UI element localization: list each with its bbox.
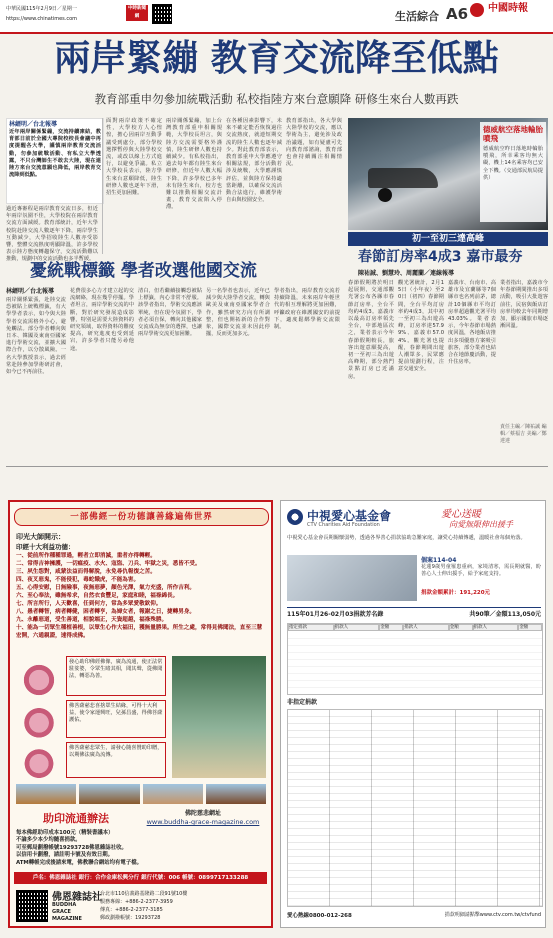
ad-divider [6, 466, 548, 467]
rule-item: ATM轉帳完成後請來電，佛教聯合網站均有電子檔。 [16, 859, 142, 866]
contact-block [100, 890, 264, 922]
account-bar: 戶名：佛恩雜誌社 銀行：合作金庫松興分行 銀行代號：006 帳號：0899717133288 [14, 872, 267, 884]
scripture-photo [172, 656, 266, 778]
buddha-image-3 [16, 742, 62, 778]
ad-intro-title: 印光大師開示： [16, 533, 65, 541]
photo-caption-text: 德威航空昨日落地時輪胎噴飛，所幸乘客均無大礙，機上14名乘客均已安全下機。（交通部民航局提供） [483, 146, 543, 181]
temple-image [79, 784, 139, 804]
charity-intro: 中視愛心基金會長期關懷弱勢，透過各界善心捐款協助急難家庭，讓愛心持續傳遞，溫暖社會每個角落。 [287, 535, 526, 541]
ctv-charity-ad [280, 500, 546, 928]
table-header-cell: 金額 [449, 624, 473, 631]
rule-item: 每本佛經助印成本100元（精裝書議本） [16, 830, 114, 836]
article-main [6, 118, 344, 263]
highlight-banner: 初一至初三達高峰 [348, 232, 548, 246]
article3-byline: 林縉明／台北報導 [6, 288, 55, 295]
article3-col-2: 花費很多心力才建立起的交流網絡，現在幾乎停擺。學者坦言，兩岸學術交流的中斷，對於研究發展造成影響，特別是需要大陸資料的研究領域，取得資料的難度提高，研究進度也受到延宕，許多學者只能另尋他途。 [70, 288, 134, 352]
table-header-cell: 指定捐款 [288, 624, 334, 631]
flow-title: 助印流通辦法 [43, 812, 109, 825]
charity-org-name: 中視愛心基金會 [307, 509, 392, 523]
publisher-name: 佛恩雜誌社 [52, 892, 102, 903]
non-designated-donor-table [287, 709, 543, 907]
ad-intro-subtitle: 印經十大利益功德： [16, 543, 75, 551]
benefit-item: 七、所言所行，人天歡喜，任到何方，常為多眾愛敬欽仰。 [16, 601, 162, 607]
article2-headline: 春節訂房率4成3 嘉市最夯 [358, 249, 523, 265]
benefit-item: 六、至心奉法，雖無希求，自然衣食豐足，家庭和睦，福祿綿長。 [16, 593, 179, 599]
masthead-small-logo: 中時新聞網 [128, 6, 146, 19]
article2-col-2: 觀光署統計，2月15日（小年夜）至20日（初四）春節期間，全台平均訂房率約4成3，其中初一至初三為出遊高峰，訂房率達57.99%、嘉義市57.04%。觀光署也提醒，春節期間出遊人潮眾多，民眾應提前規劃行程，注意交通安全。 [398, 280, 444, 373]
publisher-name-en: BUDDHA GRACE MAGAZINE [52, 902, 82, 922]
column-divider [102, 118, 103, 254]
article-col-2: 面對兩岸政策不確定性，大學校方人心惶惶，擔心因兩岸互動爭議受到處分，部分學校選擇暫停與大陸學校交流，或改以線上方式進行，以避免爭議。私立大學校長表示，陸方學生來台意願降低，陸生研修人數也逐年下滑，招生更加困難。 [106, 118, 162, 197]
article-col-5: 教育部指出，各大學與大陸學校的交流，應以學術為主，避免涉及政治議題，如有疑慮可先向教育部諮詢，教育部也會持續關注相關情況。 [286, 118, 342, 168]
benefit-item: 十、能為一切眾生種植善根，以眾生心作大福田，獲無量勝果。所生之處，常得見佛聞法，直至三慧宏開，六通親證，速得成佛。 [16, 625, 263, 639]
benefit-item: 三、夙生怨對，咸蒙法益而得解脫，永免尋仇報復之苦。 [16, 569, 156, 575]
article2-col-4: 業者指出，嘉義市今年春節期間推出多項活動，吸引大批遊客前往，民宿與飯店訂房率均較去年同期增加，顯示國旅市場逐漸回溫。 [500, 280, 548, 330]
temple-strip [16, 784, 266, 804]
rule-item: 以信用卡劃撥，請註明卡號及有效日期。 [16, 852, 114, 859]
brand-seal-icon [470, 3, 484, 17]
site-title: 佛陀慈悲網址 [184, 810, 221, 817]
table-top-rule [287, 607, 541, 608]
publisher-postal: 郵政劃撥帳號：19293728 [100, 915, 161, 921]
photo-caption-box [480, 122, 546, 222]
article3-col-3: 清白，但若繼續接觸恐被貼上標籤，內心非常不舒服。該學者指出，學術交流應該單純，但在現今氛圍下，學者必須自保，轉向其他國家交流成為無奈的選擇，也讓兩岸學術交流更加困難。 [138, 288, 202, 338]
table-header-cell: 金額 [518, 624, 542, 631]
benefit-item: 四、夜叉惡鬼，不能侵犯，毒蛇餓虎，不能為害。 [16, 577, 140, 583]
article-col-3: 兩岸關係緊繃，加上台灣教育部重申相關規範，大學校長坦言，與陸方交流需要格外謹慎，陸生研修人數也持續減少。有私校指出，過去每年都有陸生來台研修，但近年人數大幅下降，許多學校已多年未有陸生來台，校方也難以推動相關交流計畫，教育交流陷入停滯。 [166, 118, 222, 211]
masthead-rule [0, 32, 553, 34]
article3-col-1: 兩岸關係緊張，赴陸交流恐被貼上統戰標籤，有大學學者表示，如今與大陸學者交流需格外小心，避免觸法。部分學者轉向與日本、韓國及東南亞國家進行學術交流，並擴大國際合作，以分散風險。一名大學教授表示，過去經常赴陸參加學術研討會，如今已不再前往。 [6, 297, 66, 376]
page-number: A6 [446, 5, 469, 23]
donor-table-rows [288, 632, 542, 694]
article3-col-4: 另一名學者也表示，近年已減少與大陸學者交流，轉與歐美及東南亞國家學者合作，雖然研究方向有所調整，但也開拓新的合作對象，國際交流並未因此停擺，反而更加多元。 [206, 288, 270, 338]
article2-col-3: 嘉義市、台南市、高雄市及宜蘭縣等7個縣市也名列前茅，總計10個縣市平均訂房率超過觀光署平均43.03%。業者表示，今年春節市場熱度回溫，各地飯店推出多項優惠方案吸引旅客，部分業者也結合在地節慶活動，提升住房率。 [448, 280, 496, 366]
publisher-fax: 傳真：+886-2-2377-3185 [100, 907, 163, 913]
rule-item: 不論多少本少均隨喜捐款。 [16, 837, 81, 844]
temple-image [206, 784, 266, 804]
lead-box [6, 118, 104, 204]
donor-table-header [288, 624, 542, 631]
ad-side-text-2: 佛菩薩慈悲喜捨眾生結緣，可得十大利益，使令家運興旺，兒孫昌盛，得佛菩薩護佑。 [66, 700, 166, 738]
table-header-cell: 捐款人 [473, 624, 519, 631]
charity-website[interactable]: 捐款明細請點擊www.ctv.com.tw/ctvfund [444, 912, 541, 918]
donor-table-summary: 共90筆／金額113,050元 [469, 611, 541, 618]
ad-side-text-3: 佛菩薩慈悲眾生，請發心隨喜贊助印贈，以期佛法廣為流傳。 [66, 742, 166, 778]
aircraft-shape [368, 168, 438, 188]
case-text: 花蓮9歲男童罹患重病，家境清寒，需長期就醫，盼善心人士伸出援手，給予家庭支持。 [421, 564, 541, 578]
buddha-grace-ad [8, 500, 273, 928]
rules-list [16, 830, 266, 867]
article2-byline: 陳祐誠、劉慧玲、周麗蘭／連線報導 [358, 270, 455, 277]
article-col-1: 過近專審程是兩岸教育交流日多，但近年兩岸氛圍不佳，大學校院在兩岸教育交流方面減緩。教育部統計，近年大學校院赴陸交流人數逐年下降，兩岸學生互動減少，大學招收陸生人數亦受影響，整體交流熱度明顯降溫，許多學校表示陸方態度轉趨保守，交流活動難以推動，規劃中的交流活動也多半暫緩。 [6, 206, 98, 263]
article-byline: 林縉明／台北報導 [9, 121, 58, 128]
benefit-item: 五、心得安慰，日無險事，夜無惡夢，顏色光澤，氣力充盛，所作吉利。 [16, 585, 196, 591]
case-photo [287, 555, 417, 601]
brand-logo: 中國時報 [488, 3, 528, 14]
article3-headline: 憂統戰標籤 學者改選他國交流 [30, 261, 257, 281]
table-header-cell: 捐款人 [334, 624, 380, 631]
slogan-line-1: 愛心送暖 [441, 509, 481, 520]
donor-table-title: 115年01月26-02月03捐款芳名錄 [287, 611, 384, 618]
article3-col-5: 學者指出，兩岸教育交流若持續降溫，未來兩岸年輕世代的相互理解將更加困難，呼籲政府在維護國安的前提下，適度鬆綁學術交流限制。 [274, 288, 340, 331]
wheel-shape [378, 188, 392, 202]
non-designated-title: 非指定捐款 [287, 699, 318, 706]
table-header-cell: 金額 [379, 624, 403, 631]
benefit-item: 九、永離惡道，受生善道，相貌端正，天資超越，福祿殊勝。 [16, 617, 168, 623]
temple-image [16, 784, 76, 804]
qr-code-icon[interactable] [152, 4, 172, 24]
section-name: 生活綜合 [395, 10, 439, 23]
benefit-item: 一、從前所作種種罪過，輕者立即消滅，重者亦得轉輕。 [16, 553, 156, 559]
ad-banner: 一部佛經一份功德讓善緣遍佈世界 [14, 508, 269, 526]
table-header-cell: 捐款人 [403, 624, 449, 631]
article-col-4: 在各種因素影響下，未來不確定能否恢復過往交流熱度，就連短期交流的陸生人數也逐年減少。對此教育部表示，教育部重申大學應遵守相關法規，部分活動若涉及統戰，大學應謹慎評估，並與陸方保持適當距離，以確保交流活動合法進行，維護學術自由與校園安全。 [226, 118, 282, 204]
case-info [421, 555, 541, 601]
publisher-address: 台北市110信義路基隆路二段91號10樓 [100, 891, 188, 897]
masthead [0, 0, 553, 32]
news-photo [348, 118, 548, 230]
temple-image [143, 784, 203, 804]
article-lead: 近年兩岸關係緊繃，交流持續凍結，教育部日前於全國大專院校校長會議中再度提醒各大學，謹慎兩岸教育交流活動，勿參加統戰活動、有私立大學透露，不只台灣師生不敢去大陸，現在連陸方來台交流意願也降低，兩岸教育交流降到低點。 [9, 129, 101, 179]
rule-item: 可至郵局劃撥帳號19293728佛恩雜誌社收。 [16, 844, 127, 851]
designated-donor-table [287, 623, 543, 695]
benefits-list [16, 552, 264, 640]
buddha-image-1 [16, 656, 62, 696]
benefit-item: 八、愚者轉智，病者轉健，困者轉亨，為婦女者，報謝之日，捷轉男身。 [16, 609, 196, 615]
publisher-phone: 服務專線：+886-2-2377-3959 [100, 899, 173, 905]
case-title: 個案114-04 [421, 557, 457, 564]
masthead-date: 中華民國115年2月9日／星期一 [6, 6, 77, 12]
case-total: 捐款金額累計：191,220元 [421, 590, 491, 596]
benefit-item: 二、常得吉神擁護，一切瘟疫、水火、寇盜、刀兵、牢獄之災，悉皆不受。 [16, 561, 201, 567]
ad-side-text-1: 發心助印佛經佛像，廣為流通，使正法常駐娑婆，令眾生睹其相，聞其聲，從佛聞法，轉惡為善。 [66, 656, 166, 696]
sub-headline: 教育部重申勿參加統戰活動 私校指陸方來台意願降 研修生來台人數再跌 [94, 92, 459, 106]
article2-credit: 責任主編／陳祐誠 編輯／蔡福吉 美編／鄭達達 [500, 424, 547, 444]
ad-website-link[interactable]: www.buddha-grace-magazine.com [146, 818, 260, 826]
charity-hotline[interactable]: 愛心熱線0800-012-268 [287, 913, 352, 919]
article2-col-1: 春節假期將於明日起展開，交通部觀光署公布各縣市春節訂房率，全台平均約4成3。嘉義市以最高訂房率領先全台，中部地區次之，業者表示今年春節假期較長，旅客出遊意願提高，初一至初三為出遊高峰期，部分熱門景點訂房已近滿房。 [348, 280, 394, 380]
ctv-logo-icon [287, 509, 303, 525]
slogan-line-2: 向愛無限伸出援手 [449, 520, 513, 529]
photo-caption-title: 德威航空落地輪胎噴飛 [483, 125, 543, 143]
ad-qr-code-icon[interactable] [16, 890, 48, 922]
main-headline: 兩岸緊繃 教育交流降至低點 [54, 38, 499, 79]
masthead-website[interactable]: https://www.chinatimes.com [6, 16, 78, 22]
buddha-image-2 [16, 700, 62, 738]
charity-org-name-en: CTV Charities Aid Foundation [307, 522, 380, 528]
